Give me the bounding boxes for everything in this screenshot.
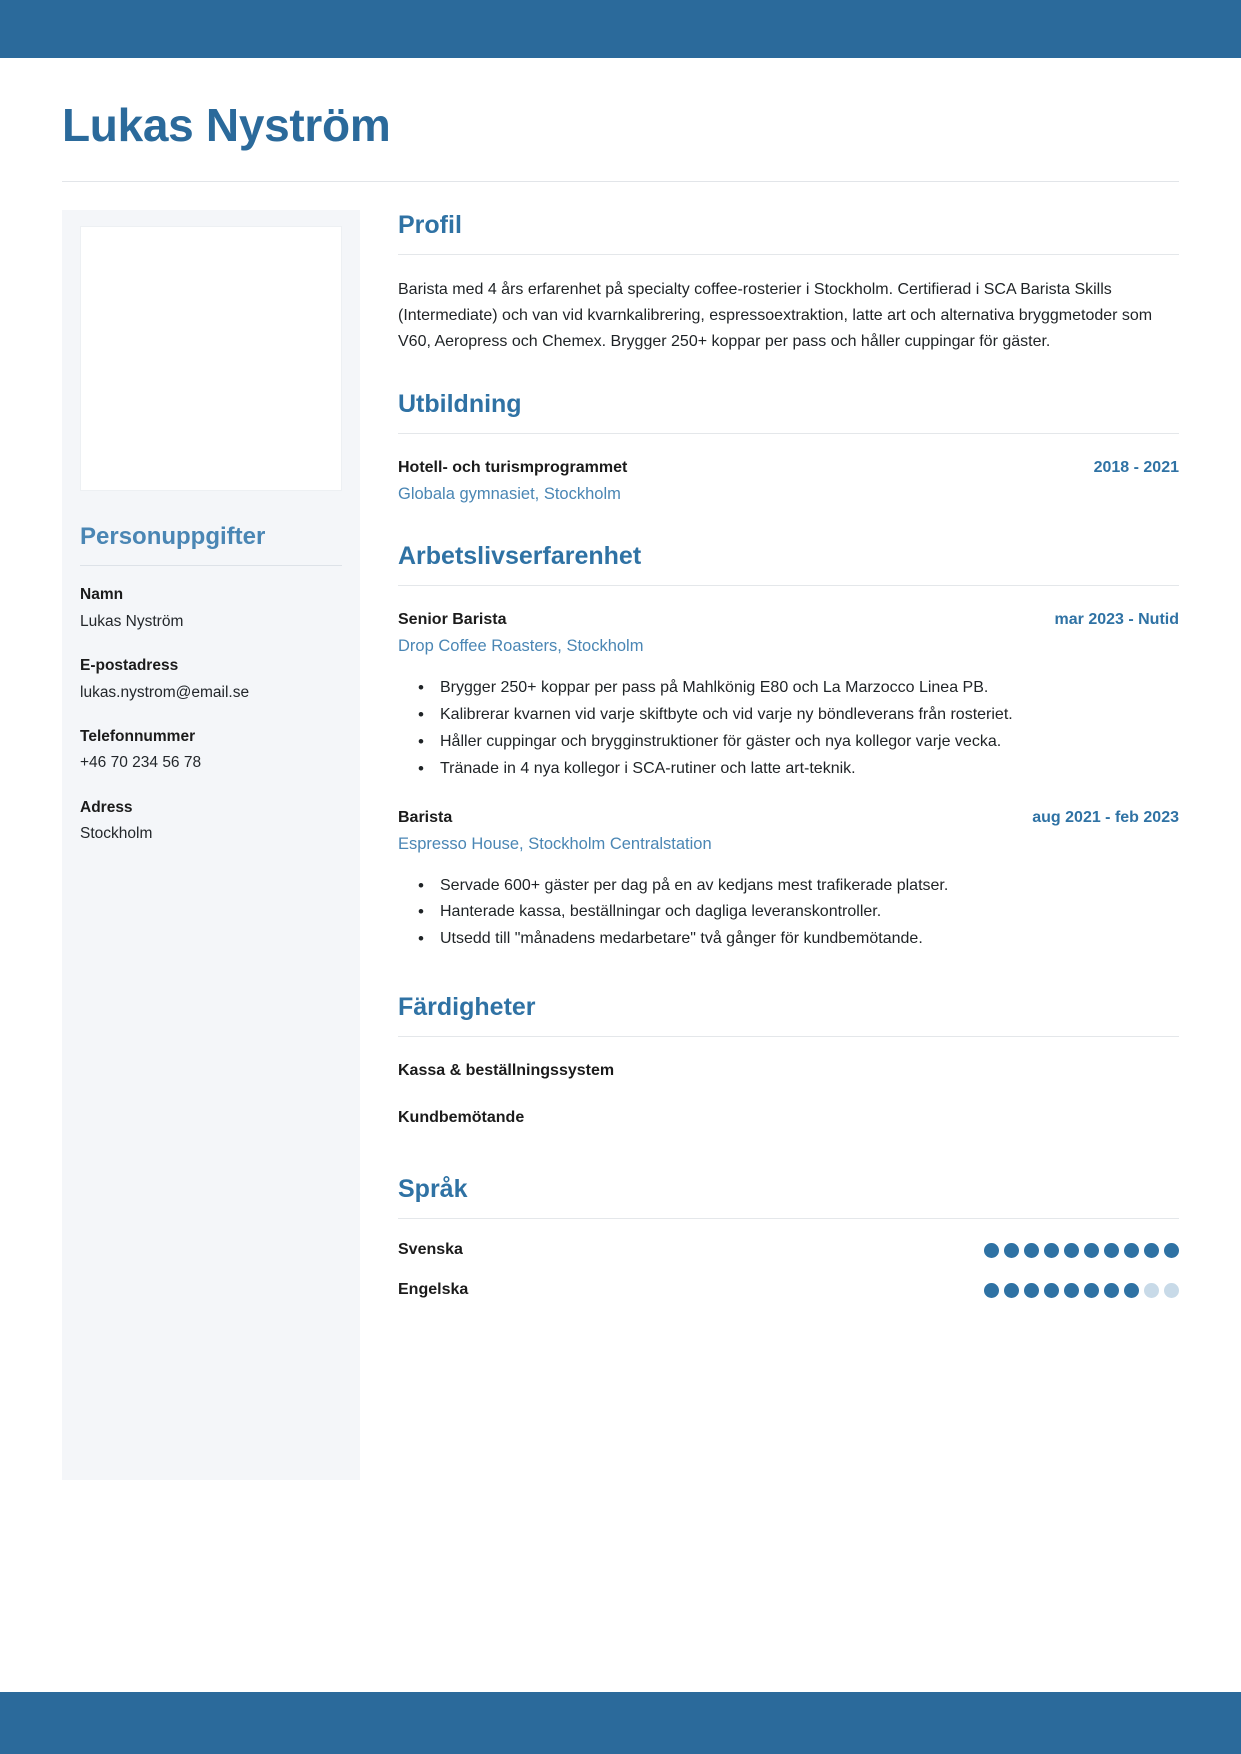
sidebar-divider xyxy=(80,565,342,566)
experience-entry xyxy=(398,806,1179,953)
header-divider xyxy=(62,181,1179,182)
education-organization: Globala gymnasiet, Stockholm xyxy=(398,485,621,503)
detail-label: Telefonnummer xyxy=(80,727,196,745)
rating-dot-filled xyxy=(1004,1283,1019,1298)
spacer xyxy=(398,361,1179,389)
language-name: Engelska xyxy=(398,1281,469,1299)
rating-dot-filled xyxy=(1084,1243,1099,1258)
rating-dot-filled xyxy=(1004,1243,1019,1258)
rating-dot-filled xyxy=(1164,1243,1179,1258)
section-title-experience: Arbetslivserfarenhet xyxy=(398,541,642,570)
rating-dot-filled xyxy=(1124,1243,1139,1258)
sidebar-heading-personal-details: Personuppgifter xyxy=(80,522,266,550)
experience-bullet-list xyxy=(398,873,1179,953)
experience-bullet-list xyxy=(398,675,1179,782)
section-experience xyxy=(398,541,1179,952)
section-title-education: Utbildning xyxy=(398,389,522,418)
profile-photo-placeholder xyxy=(80,226,342,491)
language-row xyxy=(398,1241,1179,1259)
section-body-profile xyxy=(398,255,1179,355)
rating-dot-filled xyxy=(1044,1283,1059,1298)
language-name: Svenska xyxy=(398,1241,463,1259)
name-header xyxy=(62,58,1179,182)
top-accent-band xyxy=(0,0,1241,58)
page-title: Lukas Nyström xyxy=(62,99,391,151)
section-body-education xyxy=(398,434,1179,507)
rating-dot-filled xyxy=(1064,1243,1079,1258)
list-item: • Kalibrerar kvarnen vid varje skiftbyte och vid varje ny böndleverans från rosteriet. xyxy=(440,702,1179,728)
experience-organization: Drop Coffee Roasters, Stockholm xyxy=(398,637,644,656)
detail-value: Lukas Nyström xyxy=(80,612,184,630)
list-item: • Hanterade kassa, beställningar och dagliga leveranskontroller. xyxy=(440,899,1179,925)
section-profile xyxy=(398,210,1179,355)
detail-label: Namn xyxy=(80,586,124,604)
detail-item-address xyxy=(80,797,342,846)
spacer xyxy=(398,513,1179,541)
section-title-profile: Profil xyxy=(398,210,462,239)
experience-date: aug 2021 - feb 2023 xyxy=(1032,808,1179,826)
spacer xyxy=(398,958,1179,992)
experience-entry-header xyxy=(398,608,1179,631)
skill-item: Kassa & beställningssystem xyxy=(398,1062,615,1080)
body-columns xyxy=(62,210,1179,1480)
experience-organization: Espresso House, Stockholm Centralstation xyxy=(398,834,712,853)
list-item: • Servade 600+ gäster per dag på en av kedjans mest trafikerade platser. xyxy=(440,873,1179,899)
rating-dot-filled xyxy=(1124,1283,1139,1298)
profile-summary-text: Barista med 4 års erfarenhet på specialty coffee-rosterier i Stockholm. Certifierad i SCA Barista Skills (Intermediate) och van vid kvarnkalibrering, espressoextraktion, latte art och alternativa bryggmetoder som V60, Aeropress och Chemex. Brygger 250+ koppar per pass och håller cuppingar för gäster. xyxy=(398,280,1153,350)
rating-dot-empty xyxy=(1164,1283,1179,1298)
detail-label: Adress xyxy=(80,798,133,816)
language-rating-dots xyxy=(984,1243,1179,1258)
education-title: Hotell- och turismprogrammet xyxy=(398,458,628,476)
section-body-skills xyxy=(398,1037,1179,1128)
experience-title: Senior Barista xyxy=(398,611,507,628)
experience-title: Barista xyxy=(398,808,453,826)
main-column xyxy=(360,210,1179,1322)
rating-dot-filled xyxy=(1044,1243,1059,1258)
skill-item: Kundbemötande xyxy=(398,1108,525,1126)
page-content xyxy=(0,58,1241,1754)
section-body-experience xyxy=(398,586,1179,952)
language-row xyxy=(398,1281,1179,1299)
sidebar xyxy=(62,210,360,1480)
detail-label: E-postadress xyxy=(80,657,179,675)
detail-item-email xyxy=(80,655,342,704)
detail-item-name xyxy=(80,584,342,633)
rating-dot-filled xyxy=(1104,1243,1119,1258)
detail-value: lukas.nystrom@email.se xyxy=(80,683,250,701)
detail-item-phone xyxy=(80,726,342,775)
rating-dot-filled xyxy=(1084,1283,1099,1298)
detail-value: Stockholm xyxy=(80,825,153,843)
experience-entry xyxy=(398,608,1179,782)
education-date: 2018 - 2021 xyxy=(1093,458,1179,476)
experience-date: mar 2023 - Nutid xyxy=(1054,611,1179,628)
education-entry xyxy=(398,456,1179,507)
list-item: • Håller cuppingar och brygginstruktioner för gäster och nya kollegor varje vecka. xyxy=(440,729,1179,755)
list-item: • Utsedd till "månadens medarbetare" två gånger för kundbemötande. xyxy=(440,926,1179,952)
rating-dot-filled xyxy=(1064,1283,1079,1298)
experience-entry-header xyxy=(398,806,1179,829)
section-title-skills: Färdigheter xyxy=(398,993,536,1022)
rating-dot-filled xyxy=(1104,1283,1119,1298)
section-title-languages: Språk xyxy=(398,1174,468,1203)
rating-dot-filled xyxy=(1144,1243,1159,1258)
section-skills xyxy=(398,992,1179,1129)
bottom-accent-band xyxy=(0,1692,1241,1754)
section-education xyxy=(398,389,1179,507)
rating-dot-filled xyxy=(984,1283,999,1298)
spacer xyxy=(398,784,1179,806)
rating-dot-filled xyxy=(1024,1243,1039,1258)
list-item: • Tränade in 4 nya kollegor i SCA-rutiner och latte art-teknik. xyxy=(440,756,1179,782)
rating-dot-filled xyxy=(1024,1283,1039,1298)
rating-dot-empty xyxy=(1144,1283,1159,1298)
section-languages xyxy=(398,1174,1179,1299)
list-item: • Brygger 250+ koppar per pass på Mahlkönig E80 och La Marzocco Linea PB. xyxy=(440,675,1179,701)
section-body-languages xyxy=(398,1219,1179,1299)
rating-dot-filled xyxy=(984,1243,999,1258)
spacer xyxy=(398,1152,1179,1174)
language-rating-dots xyxy=(984,1283,1179,1298)
education-entry-header xyxy=(398,456,1179,479)
detail-value: +46 70 234 56 78 xyxy=(80,754,202,772)
